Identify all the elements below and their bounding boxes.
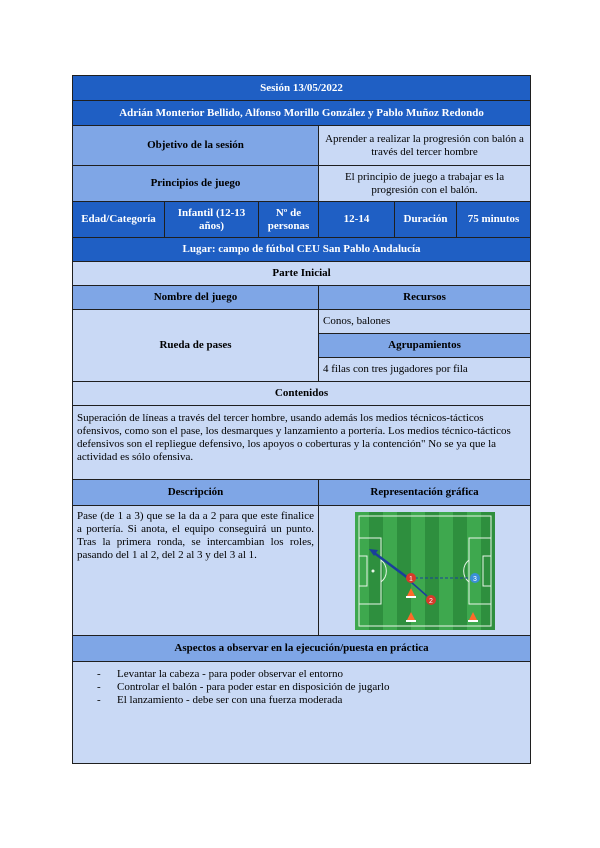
duration-value: 75 minutos [457,202,531,238]
svg-text:2: 2 [428,597,433,605]
place: Lugar: campo de fútbol CEU San Pablo Andalucía [73,238,531,262]
section-title: Parte Inicial [73,262,531,286]
aspect-item: - Levantar la cabeza - para poder observar el entorno [117,668,526,681]
contents-label: Contenidos [73,382,531,406]
principles-label: Principios de juego [73,166,319,202]
aspects-cell [73,662,531,764]
game-name-label: Nombre del juego [73,286,319,310]
age-value: Infantil (12-13 años) [165,202,259,238]
player-1 [406,573,416,583]
game-name-value: Rueda de pases [73,310,319,382]
objective-label: Objetivo de la sesión [73,126,319,166]
authors: Adrián Monterior Bellido, Alfonso Morillo González y Pablo Muñoz Redondo [73,101,531,126]
duration-label: Duración [395,202,457,238]
contents-text: Superación de líneas a través del tercer hombre, usando además los medios técnicos-tácticos ofensivos, como son el pase, los desmarques y lanzamiento a portería. Los medios técnico-tácticos defensivos son el repliegue defensivo, los apoyos o coberturas y la contención" No se ya que la actividad es sólo ofensiva. [73,406,531,480]
session-table [72,75,531,764]
principles-value: El principio de juego a trabajar es la progresión con el balón. [319,166,531,202]
player-2 [426,595,436,605]
session-date: Sesión 13/05/2022 [73,76,531,101]
age-label: Edad/Categoría [73,202,165,238]
description-text: Pase (de 1 a 3) que se la da a 2 para que este finalice a portería. Si anota, el equipo conseguirá un punto. Tras la primera ronda, se intercambian los roles, pasando del 1 al 2, del 2 al 3 y del 3 al 1. [73,506,319,636]
resources-value: Conos, balones [319,310,531,334]
graphic-label: Representación gráfica [319,480,531,506]
svg-text:3: 3 [472,575,477,583]
aspects-label: Aspectos a observar en la ejecución/puesta en práctica [73,636,531,662]
player-3 [470,573,480,583]
aspect-item: - El lanzamiento - debe ser con una fuerza moderada [117,694,526,707]
pitch-diagram [355,512,495,630]
penalty-spot [371,569,374,572]
grouping-value: 4 filas con tres jugadores por fila [319,358,531,382]
resources-label: Recursos [319,286,531,310]
grouping-label: Agrupamientos [319,334,531,358]
graphic-cell [319,506,531,636]
people-label: Nº de personas [259,202,319,238]
description-label: Descripción [73,480,319,506]
aspect-item: - Controlar el balón - para poder estar en disposición de jugarlo [117,681,526,694]
svg-text:1: 1 [408,575,413,583]
people-value: 12-14 [319,202,395,238]
session-sheet [72,75,530,764]
aspects-list [77,668,526,707]
objective-value: Aprender a realizar la progresión con balón a través del tercer hombre [319,126,531,166]
